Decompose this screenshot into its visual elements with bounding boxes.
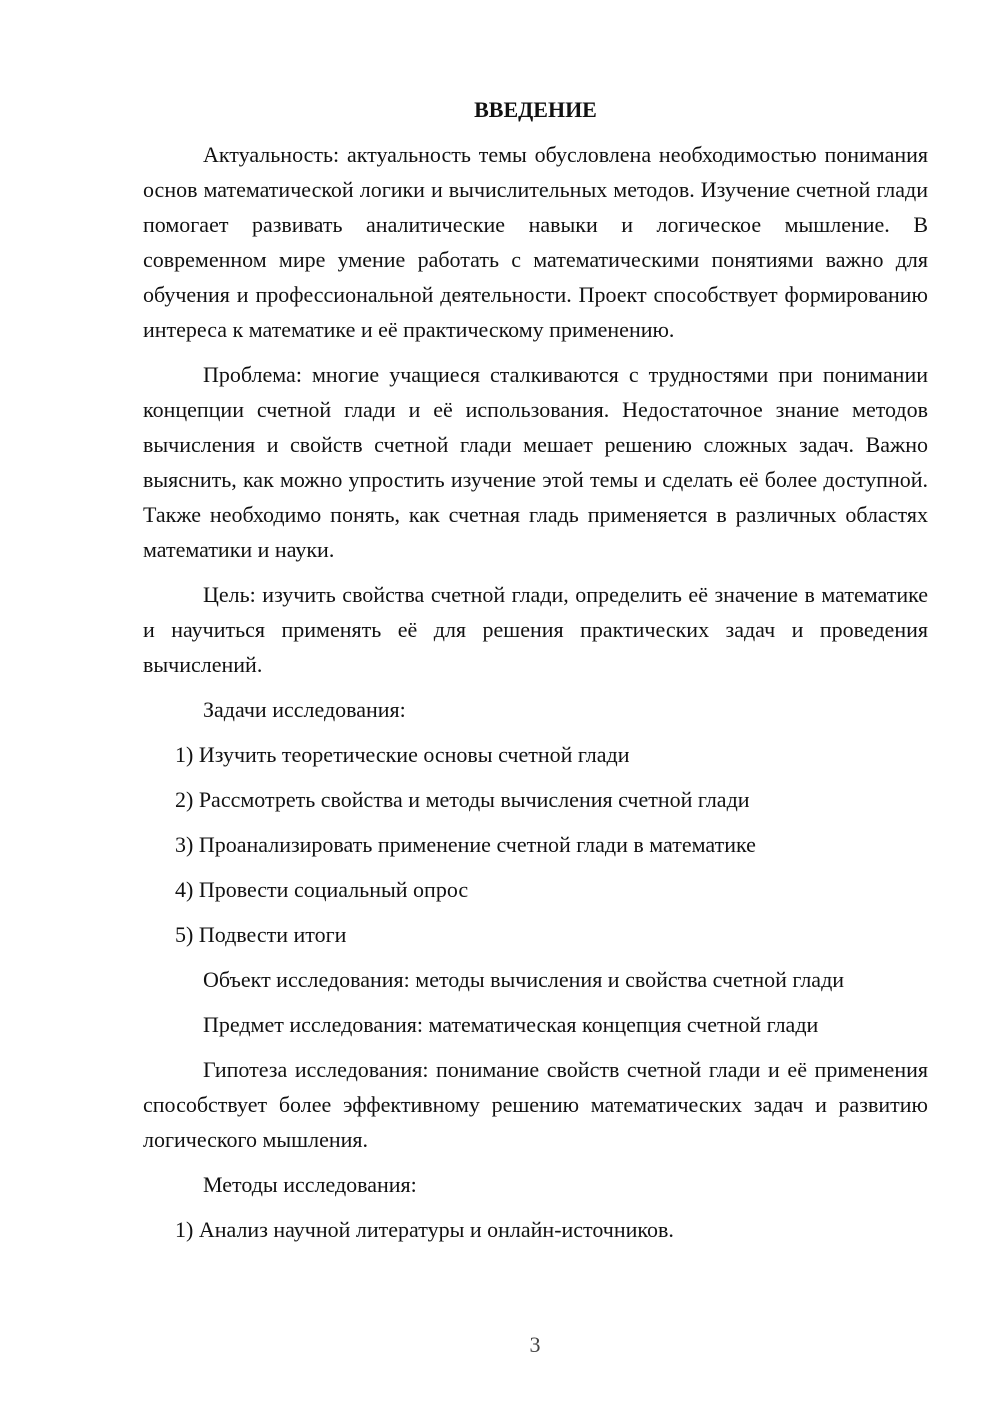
paragraph-problem: Проблема: многие учащиеся сталкиваются с трудностями при понимании концепции счетной глади и её использования. Недостаточное знание методов вычисления и свойств счетной глади мешает решению сложных задач. Важно выяснить, как можно упростить изучение этой темы и сделать её более доступной. Также необходимо понять, как счетная гладь применяется в различных областях математики и науки. bbox=[143, 362, 928, 562]
task-item: 5) Подвести итоги bbox=[175, 922, 347, 947]
tasks-heading: Задачи исследования: bbox=[203, 697, 406, 722]
task-item: 4) Провести социальный опрос bbox=[175, 877, 469, 902]
research-subject: Предмет исследования: математическая концепция счетной глади bbox=[203, 1012, 819, 1037]
task-item: 3) Проанализировать применение счетной глади в математике bbox=[175, 832, 756, 857]
page-number: 3 bbox=[529, 1332, 541, 1357]
research-object: Объект исследования: методы вычисления и свойства счетной глади bbox=[203, 967, 845, 992]
paragraph-relevance: Актуальность: актуальность темы обусловлена необходимостью понимания основ математической логики и вычислительных методов. Изучение счетной глади помогает развивать аналитические навыки и логическое мышление. В современном мире умение работать с математическими понятиями важно для обучения и профессиональной деятельности. Проект способствует формированию интереса к математике и её практическому применению. bbox=[143, 142, 928, 342]
research-hypothesis: Гипотеза исследования: понимание свойств счетной глади и её применения способствует более эффективному решению математических задач и развитию логического мышления. bbox=[143, 1057, 928, 1152]
method-item: 1) Анализ научной литературы и онлайн-источников. bbox=[175, 1217, 674, 1242]
paragraph-goal: Цель: изучить свойства счетной глади, определить её значение в математике и научиться применять её для решения практических задач и проведения вычислений. bbox=[143, 582, 928, 677]
task-item: 1) Изучить теоретические основы счетной глади bbox=[175, 742, 630, 767]
section-title: ВВЕДЕНИЕ bbox=[474, 97, 597, 122]
methods-heading: Методы исследования: bbox=[203, 1172, 417, 1197]
task-item: 2) Рассмотреть свойства и методы вычисления счетной глади bbox=[175, 787, 750, 812]
document-page bbox=[143, 92, 928, 1257]
